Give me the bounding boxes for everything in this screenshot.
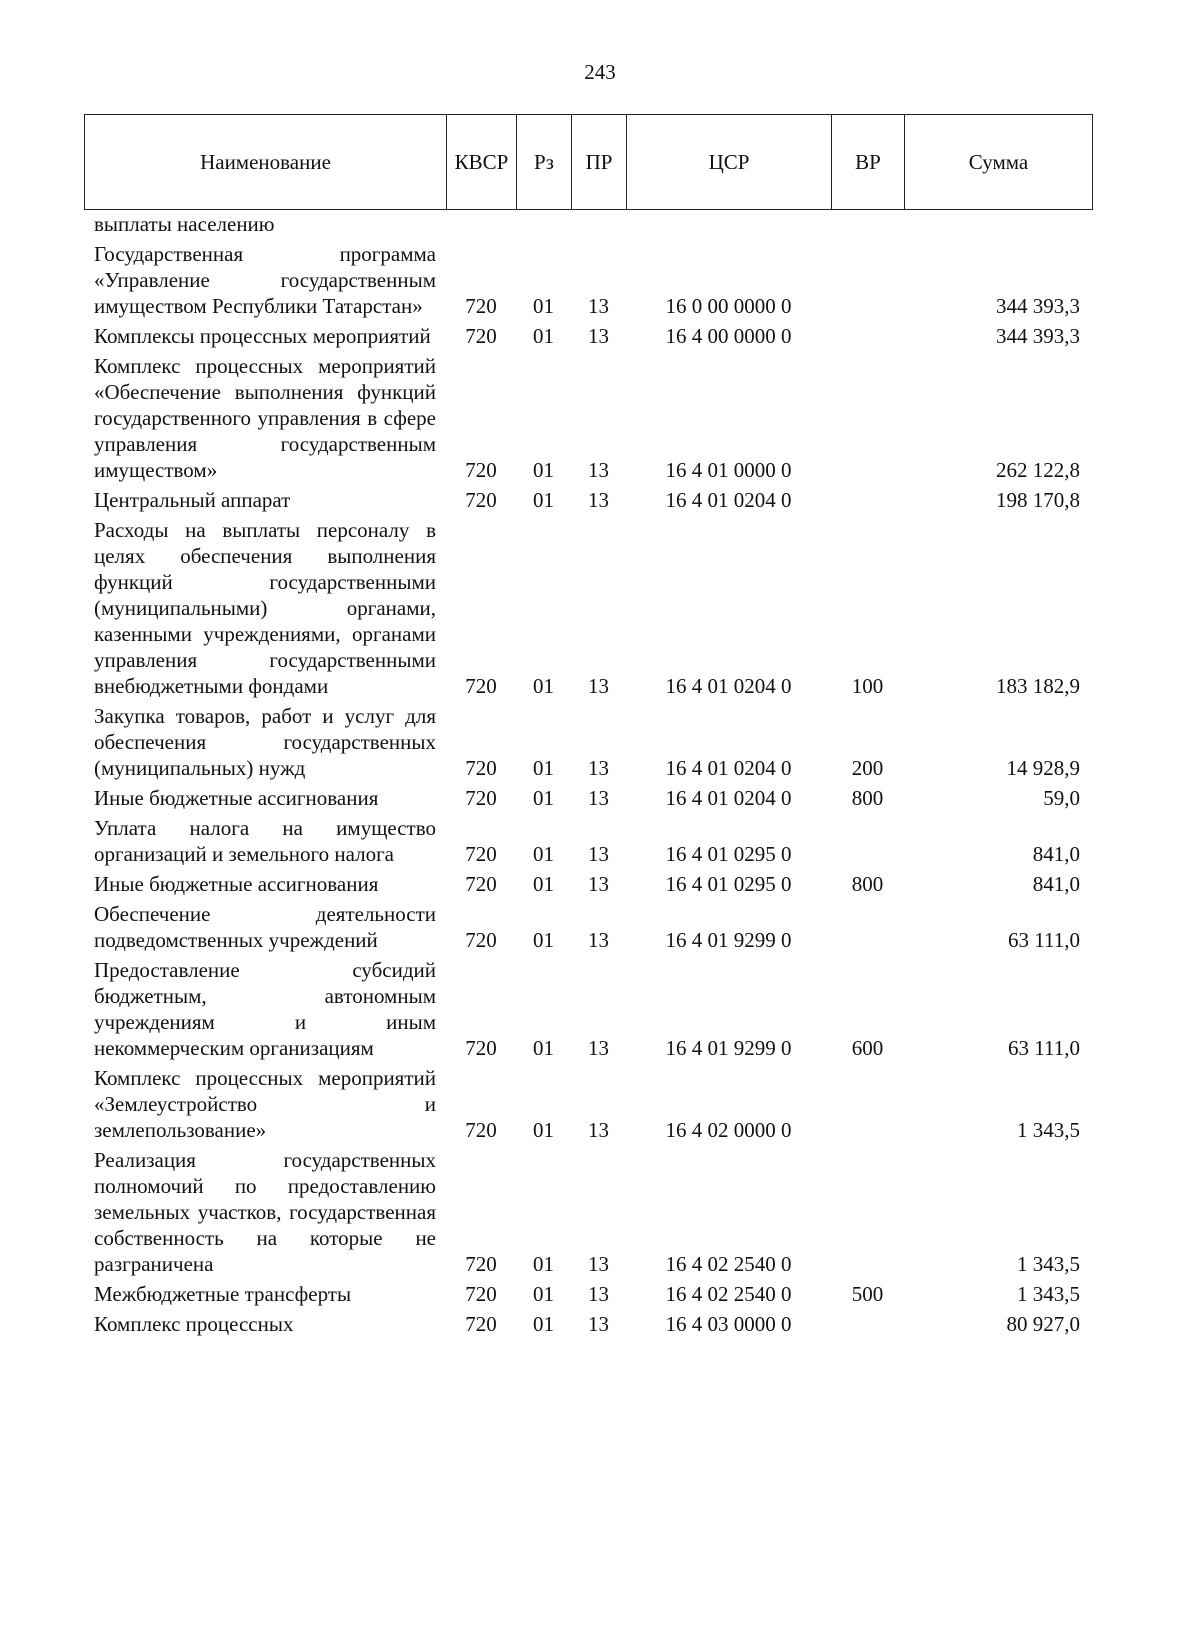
row-pr: 13	[588, 842, 609, 866]
row-rz: 01	[533, 1282, 554, 1306]
row-pr: 13	[588, 786, 609, 810]
row-rz: 01	[533, 1118, 554, 1142]
row-pr: 13	[588, 1118, 609, 1142]
row-name: Комплекс процессных мероприятий «Обеспечение выполнения функций государственного управления в сфере управления государственным имуществом»	[94, 354, 436, 482]
row-sum: 1 343,5	[1017, 1282, 1080, 1306]
row-pr: 13	[588, 756, 609, 780]
row-kvsr: 720	[465, 1252, 497, 1276]
row-rz: 01	[533, 458, 554, 482]
row-sum: 198 170,8	[996, 488, 1080, 512]
table-row	[84, 241, 1092, 323]
row-vr: 800	[851, 872, 884, 896]
row-pr: 13	[588, 1312, 609, 1336]
row-kvsr: 720	[465, 842, 497, 866]
row-sum: 1 343,5	[1017, 1118, 1080, 1142]
row-sum: 14 928,9	[1006, 756, 1080, 780]
header-vr: ВР	[832, 115, 905, 210]
row-sum	[904, 211, 1092, 241]
row-pr: 13	[588, 488, 609, 512]
table-row	[84, 957, 1092, 1065]
row-name: Реализация государственных полномочий по предоставлению земельных участков, государственная собственность на которые не разграничена	[94, 1148, 436, 1276]
row-name: Межбюджетные трансферты	[94, 1282, 352, 1306]
table-row	[84, 703, 1092, 785]
row-csr: 16 4 01 9299 0	[665, 1036, 792, 1060]
table-row	[84, 487, 1092, 517]
row-kvsr: 720	[465, 756, 497, 780]
row-csr: 16 4 03 0000 0	[665, 1312, 792, 1336]
row-kvsr: 720	[465, 324, 497, 348]
row-kvsr: 720	[465, 488, 497, 512]
row-sum: 344 393,3	[996, 324, 1080, 348]
row-vr	[831, 241, 904, 323]
row-csr: 16 0 00 0000 0	[665, 294, 792, 318]
row-pr	[571, 211, 626, 241]
row-csr: 16 4 00 0000 0	[665, 324, 792, 348]
row-pr: 13	[588, 324, 609, 348]
row-kvsr: 720	[465, 1312, 497, 1336]
row-kvsr: 720	[465, 458, 497, 482]
row-name: Обеспечение деятельности подведомственных учреждений	[94, 902, 436, 952]
row-name: Центральный аппарат	[94, 488, 291, 512]
row-vr	[831, 901, 904, 957]
row-sum: 63 111,0	[1008, 928, 1080, 952]
table-row	[84, 517, 1092, 703]
row-pr: 13	[588, 872, 609, 896]
row-vr: 200	[851, 756, 884, 780]
row-vr	[831, 353, 904, 487]
table-row	[84, 353, 1092, 487]
table-header	[84, 114, 1093, 210]
row-csr: 16 4 02 0000 0	[665, 1118, 792, 1142]
row-kvsr: 720	[465, 1118, 497, 1142]
row-sum: 344 393,3	[996, 294, 1080, 318]
row-name: Иные бюджетные ассигнования	[94, 872, 379, 896]
row-kvsr: 720	[465, 928, 497, 952]
row-rz: 01	[533, 872, 554, 896]
row-pr: 13	[588, 1252, 609, 1276]
row-csr: 16 4 01 0000 0	[665, 458, 792, 482]
budget-table	[84, 211, 1092, 1341]
row-csr: 16 4 01 9299 0	[665, 928, 792, 952]
table-row	[84, 1311, 1092, 1341]
row-rz: 01	[533, 324, 554, 348]
row-kvsr: 720	[465, 1036, 497, 1060]
row-name: Закупка товаров, работ и услуг для обеспечения государственных (муниципальных) нужд	[94, 704, 436, 780]
row-csr: 16 4 01 0204 0	[665, 756, 792, 780]
row-csr: 16 4 01 0295 0	[665, 842, 792, 866]
row-csr	[626, 211, 831, 241]
table-row	[84, 211, 1092, 241]
row-kvsr: 720	[465, 786, 497, 810]
row-pr: 13	[588, 674, 609, 698]
row-kvsr: 720	[465, 294, 497, 318]
row-kvsr: 720	[465, 1282, 497, 1306]
row-sum: 841,0	[1032, 872, 1080, 896]
row-csr: 16 4 02 2540 0	[665, 1282, 792, 1306]
row-rz: 01	[533, 294, 554, 318]
table-row	[84, 1147, 1092, 1281]
row-vr	[831, 487, 904, 517]
row-rz: 01	[533, 1252, 554, 1276]
row-kvsr: 720	[465, 872, 497, 896]
row-name: Комплексы процессных мероприятий	[94, 324, 431, 348]
row-rz: 01	[533, 488, 554, 512]
row-rz: 01	[533, 1312, 554, 1336]
row-name: Расходы на выплаты персоналу в целях обеспечения выполнения функций государственными (муниципальными) органами, казенными учреждениями, органами управления государственными внебюджетными фондами	[94, 518, 436, 698]
row-pr: 13	[588, 458, 609, 482]
row-kvsr: 720	[465, 674, 497, 698]
row-vr	[831, 1147, 904, 1281]
row-sum: 80 927,0	[1006, 1312, 1080, 1336]
row-pr: 13	[588, 294, 609, 318]
row-vr: 600	[851, 1036, 884, 1060]
header-kvsr: КВСР	[447, 115, 517, 210]
row-kvsr	[446, 211, 516, 241]
row-vr	[831, 1311, 904, 1341]
row-rz: 01	[533, 1036, 554, 1060]
table-row	[84, 901, 1092, 957]
row-vr	[831, 211, 904, 241]
row-csr: 16 4 02 2540 0	[665, 1252, 792, 1276]
table-row	[84, 1281, 1092, 1311]
row-name: Комплекс процессных	[94, 1312, 294, 1336]
row-rz: 01	[533, 674, 554, 698]
row-vr: 500	[851, 1282, 884, 1306]
header-pr: ПР	[572, 115, 627, 210]
row-vr: 800	[851, 786, 884, 810]
row-csr: 16 4 01 0204 0	[665, 786, 792, 810]
table-row	[84, 323, 1092, 353]
row-name: Иные бюджетные ассигнования	[94, 786, 379, 810]
row-pr: 13	[588, 928, 609, 952]
row-sum: 59,0	[1043, 786, 1080, 810]
row-csr: 16 4 01 0204 0	[665, 674, 792, 698]
row-sum: 1 343,5	[1017, 1252, 1080, 1276]
page-number: 243	[584, 60, 616, 84]
header-name: Наименование	[85, 115, 447, 210]
row-name: выплаты населению	[94, 212, 275, 236]
row-name: Уплата налога на имущество организаций и земельного налога	[94, 816, 436, 866]
row-csr: 16 4 01 0295 0	[665, 872, 792, 896]
row-vr	[831, 1065, 904, 1147]
row-rz: 01	[533, 756, 554, 780]
row-name: Комплекс процессных мероприятий «Землеустройство и землепользование»	[94, 1066, 436, 1142]
row-rz: 01	[533, 928, 554, 952]
row-vr: 100	[851, 674, 884, 698]
row-sum: 841,0	[1032, 842, 1080, 866]
header-rz: Рз	[517, 115, 572, 210]
row-name: Государственная программа «Управление государственным имуществом Республики Татарстан»	[94, 242, 436, 318]
table-row	[84, 785, 1092, 815]
row-rz: 01	[533, 786, 554, 810]
table-row	[84, 815, 1092, 871]
row-sum: 262 122,8	[996, 458, 1080, 482]
table-row	[84, 1065, 1092, 1147]
row-pr: 13	[588, 1036, 609, 1060]
row-sum: 63 111,0	[1008, 1036, 1080, 1060]
row-name: Предоставление субсидий бюджетным, автономным учреждениям и иным некоммерческим организациям	[94, 958, 436, 1060]
row-rz	[516, 211, 571, 241]
row-pr: 13	[588, 1282, 609, 1306]
header-csr: ЦСР	[627, 115, 832, 210]
row-sum: 183 182,9	[996, 674, 1080, 698]
row-vr	[831, 815, 904, 871]
table-row	[84, 871, 1092, 901]
row-vr	[831, 323, 904, 353]
header-sum: Сумма	[905, 115, 1093, 210]
row-csr: 16 4 01 0204 0	[665, 488, 792, 512]
row-rz: 01	[533, 842, 554, 866]
